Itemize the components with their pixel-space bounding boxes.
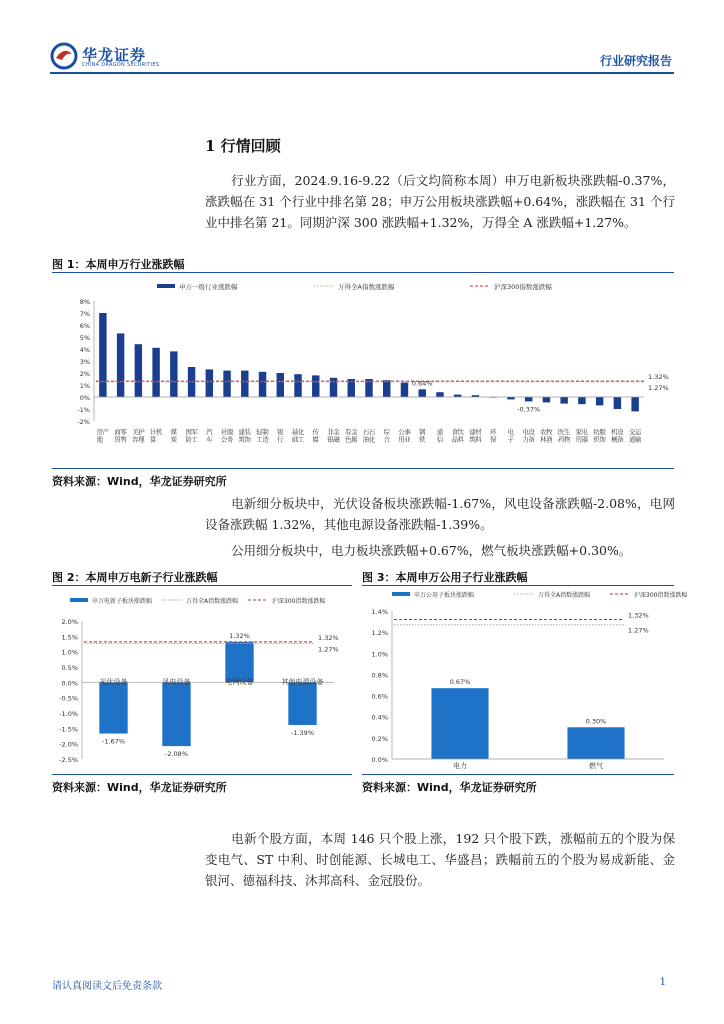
category-label: 备 <box>617 435 624 444</box>
y-tick-label: 1.2% <box>371 629 388 638</box>
legend-label: 万得全A指数涨跌幅 <box>538 592 591 599</box>
category-label: 电 <box>581 428 589 436</box>
y-tick-label: 0.0% <box>371 756 388 764</box>
category-label: 化 <box>297 428 305 436</box>
category-label: 业 <box>404 435 411 444</box>
category-label: 备 <box>528 435 535 444</box>
category-label: 饰 <box>599 435 606 444</box>
category-label: 传 <box>312 428 320 436</box>
category-label: 建 <box>238 428 246 436</box>
paragraph-market-overview <box>205 170 675 233</box>
category-label: 石 <box>368 428 376 436</box>
category-label: 钢 <box>418 428 426 436</box>
category-label: 筑 <box>238 435 246 444</box>
bar <box>288 682 316 725</box>
category-label: 美 <box>132 428 139 436</box>
y-tick-label: 3% <box>79 358 90 366</box>
bar <box>567 727 624 759</box>
paragraph-power-equipment <box>205 493 675 535</box>
category-label: 渔 <box>546 435 553 444</box>
category-label: 铁 <box>418 435 426 444</box>
y-tick-label: 7% <box>79 310 90 318</box>
bar <box>241 371 248 397</box>
category-label: 零 <box>120 428 127 436</box>
category-label: 煤 <box>170 428 178 436</box>
bar <box>225 642 253 682</box>
category-label: 国 <box>185 428 192 436</box>
y-tick-label: 1.4% <box>371 608 388 616</box>
category-label: 信 <box>436 435 444 444</box>
ref-label-wind: 1.27% <box>318 645 339 654</box>
legend-label: 沪深300指数涨跌幅 <box>634 592 688 599</box>
y-tick-label: -1.5% <box>59 725 78 734</box>
y-tick-label: 1.5% <box>61 633 78 642</box>
category-label: 社 <box>220 428 228 436</box>
category-label: 装 <box>244 428 252 436</box>
category-label: 机 <box>611 428 618 436</box>
category-label: 银 <box>277 428 284 436</box>
legend-label: 申万一级行业涨跌幅 <box>179 283 238 291</box>
paragraph-text: 行业方面，2024.9.16-9.22（后文均简称本周）申万电新板块涨跌幅-0.37%，涨跌幅在 31 个行业中排名第 28；申万公用板块涨跌幅+0.64%，涨跌幅在 31 个行业中排名第 21。同期沪深 300 涨跌幅+1.32%，万得全 A 涨跌幅+1.27%。 <box>205 173 675 230</box>
category-label: 石 <box>362 428 370 436</box>
figure-1-top-rule <box>52 272 674 273</box>
category-label: 化 <box>368 435 376 444</box>
bar <box>383 380 390 397</box>
data-label: 0.64% <box>411 379 433 388</box>
figure-2-top-rule <box>52 585 352 586</box>
figure-3-title: 图 3：本周申万公用子行业涨跌幅 <box>362 571 528 584</box>
bar <box>543 397 550 402</box>
category-label: 房 <box>96 428 104 436</box>
y-tick-label: -1% <box>77 406 90 414</box>
category-label: 有 <box>345 428 352 436</box>
category-label: 融 <box>333 435 340 444</box>
data-label: -2.08% <box>165 750 188 759</box>
category-label: 环 <box>489 428 497 436</box>
ref-label-wind: 1.27% <box>628 626 649 635</box>
bar <box>117 333 124 397</box>
logo-subtext: CHINA DRAGON SECURITIES <box>82 62 160 68</box>
bar <box>454 395 461 397</box>
category-label: 商 <box>114 428 121 436</box>
category-label: 非 <box>327 428 334 436</box>
category-label: 算 <box>149 435 157 444</box>
category-label: 电网设备 <box>225 678 254 686</box>
category-label: 服 <box>599 428 606 436</box>
figure-1-source: 资料来源：Wind，华龙证券研究所 <box>52 475 227 488</box>
figure-1-title: 图 1：本周申万行业涨跌幅 <box>52 258 185 271</box>
bar <box>525 397 532 401</box>
category-label: 筑 <box>469 435 476 444</box>
category-label: 服 <box>226 428 234 436</box>
category-label: 饮 <box>457 428 464 436</box>
category-label: 料 <box>457 435 464 444</box>
category-label: 林 <box>540 435 547 444</box>
figure-3-top-rule <box>362 585 674 586</box>
report-type: 行业研究报告 <box>599 54 672 68</box>
legend-label: 申万电新子板块涨跌幅 <box>92 598 153 605</box>
category-label: 工 <box>256 435 263 444</box>
legend-bar-swatch <box>70 598 88 602</box>
y-tick-label: -0.5% <box>59 694 78 703</box>
legend-label: 万得全A指数涨跌幅 <box>338 283 395 291</box>
bar <box>277 373 284 397</box>
category-label: 炭 <box>170 435 178 444</box>
y-tick-label: 5% <box>79 334 90 342</box>
category-label: 公 <box>398 428 405 436</box>
data-label: 0.30% <box>585 717 607 726</box>
figure-2-title: 图 2：本周申万电新子行业涨跌幅 <box>52 571 218 584</box>
category-label: 贸 <box>114 435 121 444</box>
bar <box>614 397 621 409</box>
section-title: 1 行情回顾 <box>205 137 281 155</box>
category-label: 媒 <box>312 435 320 444</box>
header-divider <box>50 72 674 74</box>
category-label: 物 <box>563 435 571 444</box>
y-tick-label: -2% <box>77 418 90 426</box>
ref-label-wind: 1.27% <box>648 383 669 392</box>
category-label: 计 <box>149 428 157 436</box>
category-label: 事 <box>404 428 411 436</box>
bar <box>401 383 408 397</box>
figure-1-chart <box>52 276 674 466</box>
category-label: 汽 <box>206 428 213 436</box>
category-label: 输 <box>634 435 642 444</box>
category-label: 风电设备 <box>162 678 191 686</box>
category-label: 设 <box>528 428 535 436</box>
y-tick-label: 8% <box>79 298 90 306</box>
y-tick-label: 1.0% <box>371 650 388 659</box>
y-tick-label: 0.5% <box>61 664 78 672</box>
category-label: 子 <box>507 435 515 444</box>
y-tick-label: 1.0% <box>61 648 78 657</box>
bar <box>631 397 638 411</box>
y-tick-label: 0.8% <box>371 671 388 680</box>
bar <box>223 371 230 397</box>
legend-bar-swatch <box>392 592 410 596</box>
data-label: -1.67% <box>102 737 125 746</box>
figure-3-chart <box>362 589 688 771</box>
category-label: 器 <box>581 435 589 444</box>
category-label: 属 <box>351 435 358 444</box>
category-label: 防 <box>185 435 192 444</box>
y-tick-label: 2.0% <box>61 618 78 626</box>
category-label: 基 <box>291 428 299 436</box>
figure-2-bottom-rule <box>52 774 352 775</box>
figure-3-bottom-rule <box>362 774 674 775</box>
category-label: 生 <box>563 428 571 436</box>
category-label: 械 <box>611 435 618 444</box>
paragraph-text: 电新细分板块中，光伏设备板块涨跌幅-1.67%，风电设备涨跌幅-2.08%，电网设备涨跌幅 1.32%，其他电源设备涨跌幅-1.39%。 <box>205 496 675 532</box>
legend-label: 沪深300指数涨跌幅 <box>272 598 326 605</box>
logo <box>50 42 170 70</box>
figure-2-chart <box>52 589 352 771</box>
bar <box>596 397 603 405</box>
category-label: 制 <box>262 428 269 436</box>
legend-label: 申万公用子板块涨跌幅 <box>414 592 475 599</box>
category-label: 设 <box>617 428 624 436</box>
category-label: 产 <box>102 428 110 436</box>
y-tick-label: 0.6% <box>371 692 388 701</box>
category-label: 光伏设备 <box>99 678 128 686</box>
category-label: 运 <box>634 428 642 436</box>
category-label: 工 <box>191 435 198 444</box>
category-label: 造 <box>262 435 269 444</box>
logo-text: 华龙证券 <box>82 46 147 64</box>
bar <box>99 313 106 397</box>
y-tick-label: 2% <box>79 370 90 378</box>
category-label: 地 <box>96 435 104 444</box>
category-label: 纺 <box>593 428 600 436</box>
category-label: 品 <box>451 435 458 444</box>
category-label: 电力 <box>453 762 467 770</box>
category-label: 通 <box>628 435 636 444</box>
category-label: 食 <box>451 428 458 436</box>
logo-icon <box>50 42 78 70</box>
y-tick-label: 0.0% <box>61 679 78 688</box>
paragraph-text: 电新个股方面，本周 146 只个股上涨，192 只个股下跌，涨幅前五的个股为保变电气、ST 中利、时创能源、长城电工、华盛昌；跌幅前五的个股为易成新能、金银河、德福科技、沐邦高科、金冠股份。 <box>205 831 675 888</box>
category-label: 燃气 <box>589 762 603 770</box>
data-label: -0.37% <box>517 405 541 414</box>
y-tick-label: 0% <box>79 394 90 402</box>
bar <box>206 369 213 397</box>
category-label: 行 <box>277 435 284 444</box>
bar <box>135 344 142 397</box>
ref-label-hs300: 1.32% <box>648 373 669 382</box>
category-label: 电 <box>522 428 529 436</box>
bar <box>431 688 488 759</box>
bar <box>188 367 195 397</box>
y-tick-label: 0.2% <box>371 734 388 743</box>
category-label: 售 <box>120 435 127 444</box>
bar <box>578 397 585 404</box>
ref-label-hs300: 1.32% <box>628 611 649 620</box>
data-label: -1.39% <box>291 728 314 737</box>
y-tick-label: 4% <box>79 346 90 354</box>
bar <box>507 397 514 399</box>
category-label: 理 <box>138 435 145 444</box>
category-label: 工 <box>297 435 305 444</box>
category-label: 综 <box>383 428 390 436</box>
figure-1-bottom-rule <box>52 468 674 469</box>
category-label: 建 <box>469 428 476 436</box>
category-label: 电 <box>507 428 515 436</box>
category-label: 药 <box>557 435 565 444</box>
category-label: 交 <box>628 428 636 436</box>
category-label: 力 <box>522 435 529 444</box>
category-label: 保 <box>489 435 497 444</box>
category-label: 车 <box>206 435 213 444</box>
category-label: 银 <box>327 435 334 444</box>
legend-label: 沪深300指数涨跌幅 <box>494 283 552 291</box>
page-number: 1 <box>659 977 666 988</box>
y-tick-label: -2.0% <box>59 740 78 749</box>
category-label: 油 <box>362 435 370 444</box>
bar <box>436 392 443 397</box>
category-label: 用 <box>398 435 405 444</box>
bar <box>162 682 190 746</box>
y-tick-label: 0.4% <box>371 713 388 722</box>
ref-label-hs300: 1.32% <box>318 633 339 642</box>
y-tick-label: 6% <box>79 322 90 330</box>
category-label: 础 <box>291 435 299 444</box>
bar <box>99 682 127 733</box>
category-label: 家 <box>575 428 583 436</box>
category-label: 用 <box>575 435 583 444</box>
category-label: 会 <box>220 435 228 444</box>
paragraph-utilities <box>205 540 675 561</box>
category-label: 其他电源设备 <box>281 678 324 686</box>
category-label: 色 <box>345 435 352 444</box>
bar <box>294 374 301 397</box>
category-label: 材 <box>475 428 482 436</box>
legend-bar-swatch <box>157 284 175 288</box>
footer-disclaimer: 请认真阅读文后免责条款 <box>52 981 162 992</box>
bar <box>152 348 159 397</box>
bar <box>259 372 266 397</box>
figure-2-source: 资料来源：Wind，华龙证券研究所 <box>52 781 227 794</box>
category-label: 农 <box>540 428 547 436</box>
page-header <box>0 0 724 80</box>
category-label: 通 <box>436 428 444 436</box>
category-label: 军 <box>191 428 198 436</box>
bar <box>560 397 567 404</box>
data-label: 1.32% <box>229 631 250 640</box>
category-label: 织 <box>593 435 600 444</box>
category-label: 饰 <box>244 435 252 444</box>
category-label: 机 <box>155 428 163 436</box>
category-label: 合 <box>383 435 390 444</box>
paragraph-stocks <box>205 828 675 891</box>
category-label: 牧 <box>546 428 553 436</box>
category-label: 务 <box>226 435 234 444</box>
bar <box>312 375 319 397</box>
legend-label: 万得全A指数涨跌幅 <box>186 598 239 605</box>
figure-3-source: 资料来源：Wind，华龙证券研究所 <box>362 781 537 794</box>
category-label: 金 <box>351 428 358 436</box>
category-label: 医 <box>557 428 565 436</box>
paragraph-text: 公用细分板块中，电力板块涨跌幅+0.67%，燃气板块涨跌幅+0.30%。 <box>231 543 632 558</box>
category-label: 容 <box>132 435 139 444</box>
bar <box>419 389 426 397</box>
category-label: 金 <box>333 428 340 436</box>
category-label: 料 <box>475 435 482 444</box>
y-tick-label: -2.5% <box>59 756 78 764</box>
y-tick-label: 1% <box>79 382 90 390</box>
category-label: 护 <box>138 428 145 436</box>
category-label: 轻 <box>256 428 263 436</box>
data-label: 0.67% <box>449 678 471 687</box>
y-tick-label: -1.0% <box>59 710 78 718</box>
bar <box>170 351 177 397</box>
